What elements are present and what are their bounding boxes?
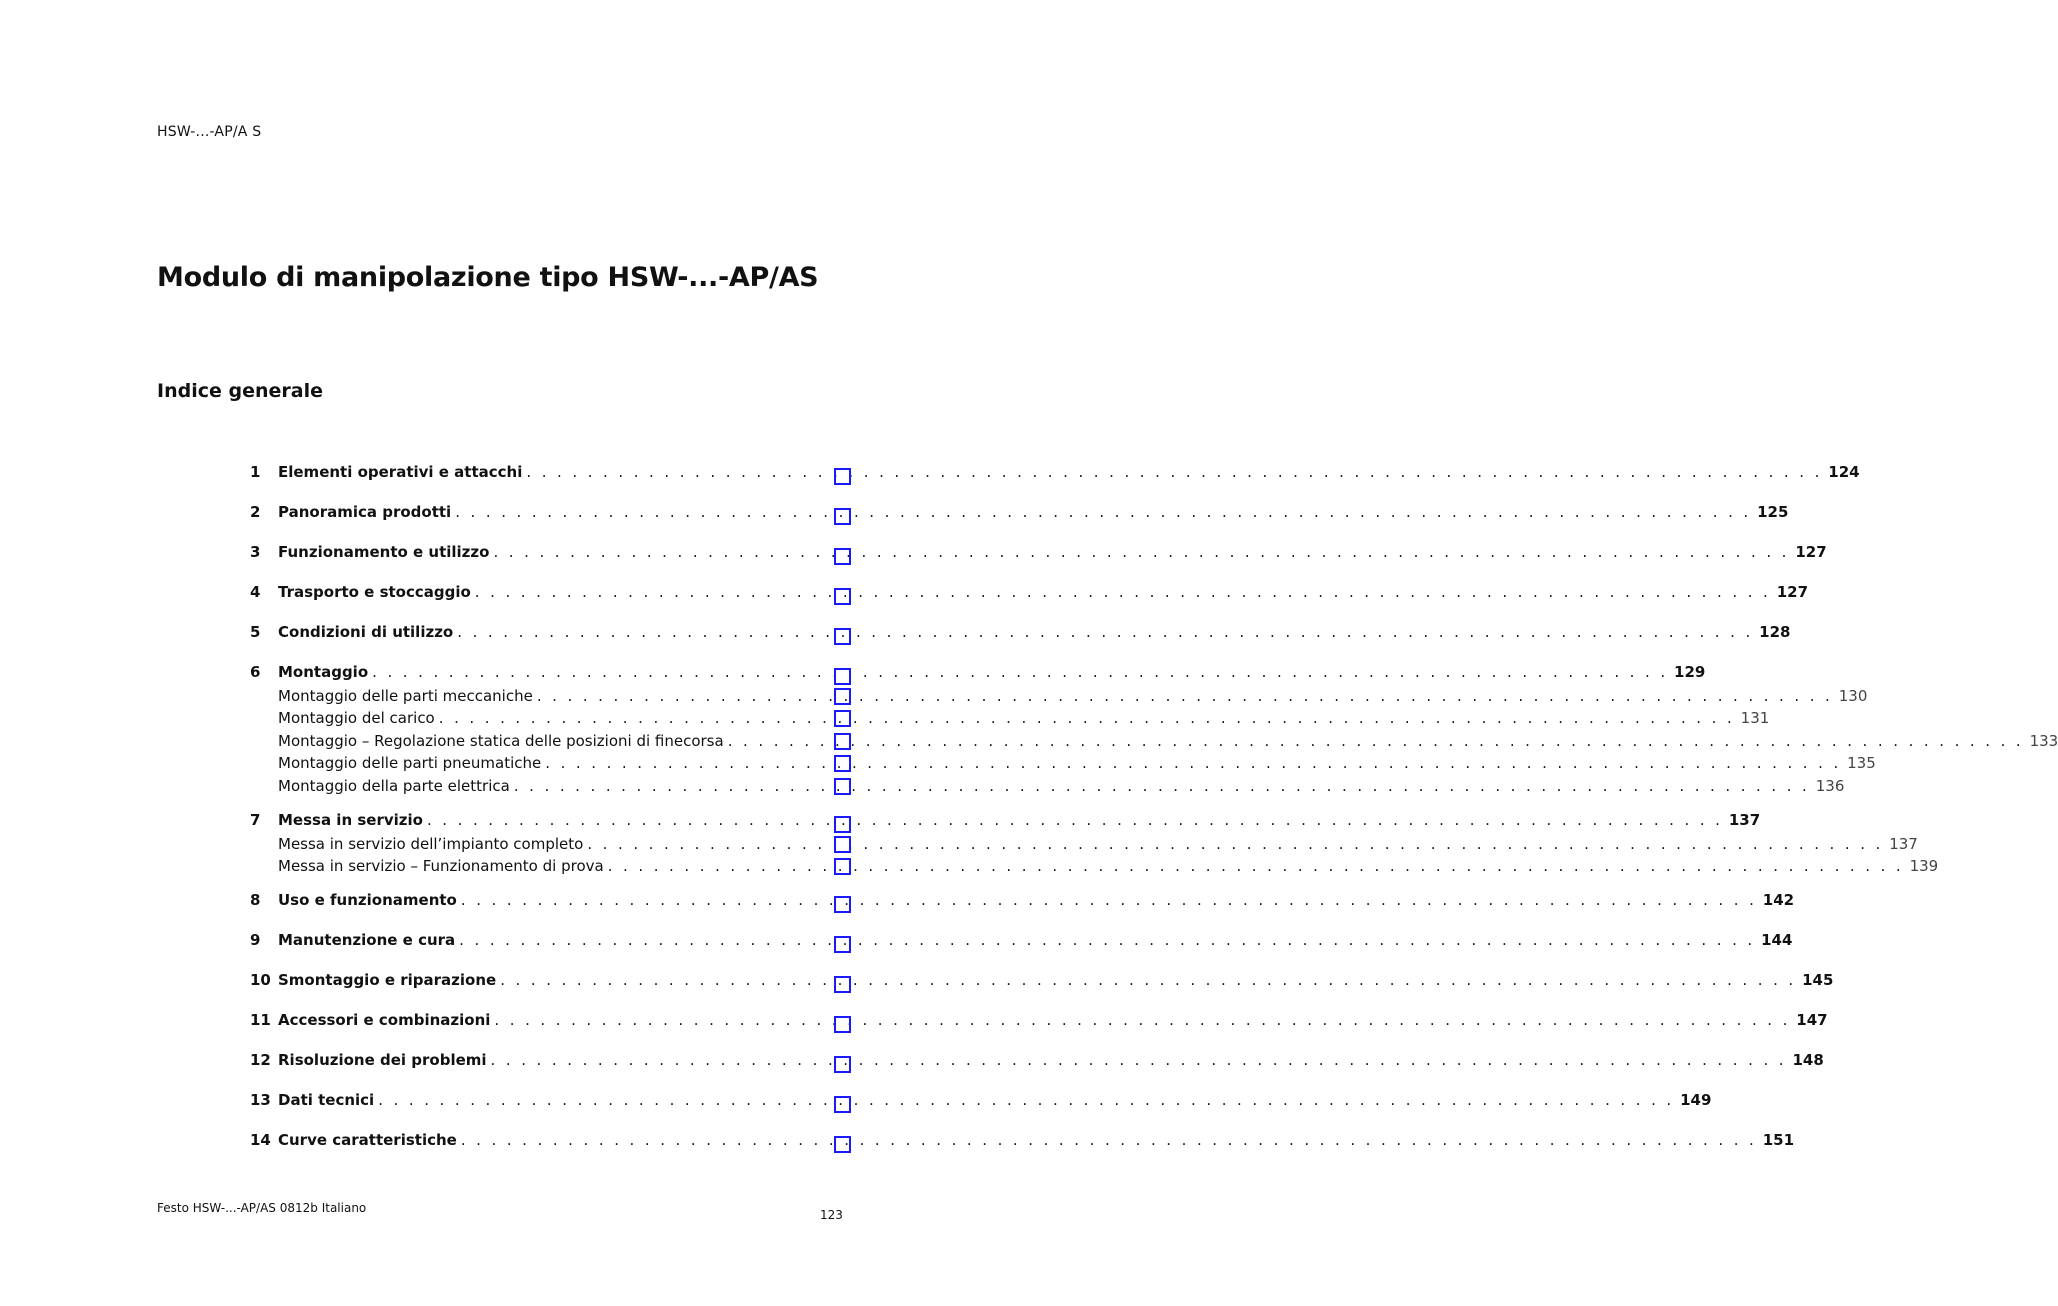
toc-entry[interactable] [250,462,1860,482]
link-box-icon[interactable] [834,1016,851,1033]
toc-entry-page: 148 [1792,1051,1824,1070]
toc-entry[interactable] [250,542,1827,562]
toc-entry-number: 4 [250,583,261,601]
toc-subentry-label: Montaggio – Regolazione statica delle posizioni di finecorsa [278,731,724,750]
toc-leader-dots: . . . . . . . . . . . . . . . . . . . . . . . . . . . . . . . . . . . . . . . . . . . . . . . . . . . . . . . . . . . . . . . . . . . . . . . . . . . . . . . . . . . . . [457,623,1754,641]
link-box-icon[interactable] [834,858,851,875]
toc-entry[interactable] [250,1010,1828,1030]
link-box-icon[interactable] [834,628,851,645]
footer-document-info: Festo HSW-...-AP/AS 0812b Italiano [157,1201,367,1215]
toc-leader-dots: . . . . . . . . . . . . . . . . . . . . . . . . . . . . . . . . . . . . . . . . . . . . . . . . . . . . . . . . . . . . . . . . . . . . . . . . . . . . . . . . . . . . . [378,1091,1675,1110]
toc-subentry[interactable] [250,752,1876,775]
toc-subentry-label: Messa in servizio – Funzionamento di prova [278,857,604,876]
link-box-icon[interactable] [834,936,851,953]
toc-entry-number: 10 [250,971,271,990]
toc-leader-dots: . . . . . . . . . . . . . . . . . . . . . . . . . . . . . . . . . . . . . . . . . . . . . . . . . . . . . . . . . . . . . . . . . . . . . . . . . . . . . . . . . . . . . [490,1051,1787,1070]
link-box-icon[interactable] [834,816,851,833]
toc-subentry-label: Messa in servizio dell’impianto completo [278,834,584,853]
link-box-icon[interactable] [834,1096,851,1113]
toc-entry-page: 125 [1757,503,1789,521]
toc-leader-dots: . . . . . . . . . . . . . . . . . . . . . . . . . . . . . . . . . . . . . . . . . . . . . . . . . . . . . . . . . . . . . . . . . . . . . . . . . . . . . . . . . . . . . [459,931,1756,950]
link-box-icon[interactable] [834,588,851,605]
toc-entry[interactable] [250,582,1809,602]
toc-subentry-page: 135 [1847,754,1876,773]
toc-leader-dots: . . . . . . . . . . . . . . . . . . . . . . . . . . . . . . . . . . . . . . . . . . . . . . . . . . . . . . . . . . . . . . . . . . . . . . . . . . . . . . . . . . . . . [372,663,1669,681]
toc-subentry-label: Montaggio del carico [278,709,435,728]
toc-entry[interactable] [250,622,1791,642]
toc-leader-dots: . . . . . . . . . . . . . . . . . . . . . . . . . . . . . . . . . . . . . . . . . . . . . . . . . . . . . . . . . . . . . . . . . . . . . . . . . . . . . . . . . . . . . [526,463,1823,481]
link-box-icon[interactable] [834,548,851,565]
toc-subentry-page: 139 [1909,857,1939,876]
toc-subentry-page: 136 [1815,777,1845,795]
toc-entry-label: Funzionamento e utilizzo [278,543,490,561]
link-box-icon[interactable] [834,778,851,795]
toc-leader-dots: . . . . . . . . . . . . . . . . . . . . . . . . . . . . . . . . . . . . . . . . . . . . . . . . . . . . . . . . . . . . . . . . . . . . . . . . . . . . . . . . . . . . . [455,503,1752,521]
toc-subentry-label: Montaggio delle parti pneumatiche [278,754,542,773]
toc-leader-dots: . . . . . . . . . . . . . . . . . . . . . . . . . . . . . . . . . . . . . . . . . . . . . . . . . . . . . . . . . . . . . . . . . . . . . . . . . . . . . . . . . . . . . [727,731,2024,750]
toc-entry-number: 12 [250,1051,271,1070]
toc-subentry-page: 133 [2029,731,2058,750]
toc-entry-page: 124 [1828,463,1860,481]
link-box-icon[interactable] [834,668,851,685]
toc-entry-page: 145 [1802,971,1834,990]
toc-heading: Indice generale [157,380,323,402]
link-box-icon[interactable] [834,896,851,913]
link-box-icon[interactable] [834,508,851,525]
toc-entry-page: 129 [1674,663,1706,681]
toc-subentry-page: 137 [1889,834,1918,853]
toc-entry[interactable] [250,930,1793,950]
toc-entry-page: 137 [1728,811,1761,829]
toc-entry[interactable] [250,502,1789,522]
toc-entry-number: 7 [250,811,261,829]
toc-entry-page: 127 [1795,543,1827,561]
toc-leader-dots: . . . . . . . . . . . . . . . . . . . . . . . . . . . . . . . . . . . . . . . . . . . . . . . . . . . . . . . . . . . . . . . . . . . . . . . . . . . . . . . . . . . . . [493,543,1790,561]
toc-entry-page: 147 [1796,1011,1828,1030]
toc-leader-dots: . . . . . . . . . . . . . . . . . . . . . . . . . . . . . . . . . . . . . . . . . . . . . . . . . . . . . . . . . . . . . . . . . . . . . . . . . . . . . . . . . . . . . [460,891,1757,910]
toc-entry-label: Smontaggio e riparazione [278,971,497,990]
toc-subentry[interactable] [250,730,2058,753]
toc-entry-number: 11 [250,1011,271,1030]
link-box-icon[interactable] [834,710,851,727]
toc-entry[interactable] [250,662,1706,682]
toc-entry[interactable] [250,1090,1712,1110]
toc-entry-label: Uso e funzionamento [278,891,457,910]
toc-leader-dots: . . . . . . . . . . . . . . . . . . . . . . . . . . . . . . . . . . . . . . . . . . . . . . . . . . . . . . . . . . . . . . . . . . . . . . . . . . . . . . . . . . . . . [438,709,1735,728]
toc-entry-page: 151 [1762,1131,1795,1150]
toc-subentry-label: Montaggio della parte elettrica [278,777,510,795]
link-box-icon[interactable] [834,1136,851,1153]
toc-leader-dots: . . . . . . . . . . . . . . . . . . . . . . . . . . . . . . . . . . . . . . . . . . . . . . . . . . . . . . . . . . . . . . . . . . . . . . . . . . . . . . . . . . . . . [587,834,1884,853]
toc-subentry-page: 130 [1838,686,1868,705]
toc-entry-label: Curve caratteristiche [278,1131,457,1150]
toc-entry-label: Panoramica prodotti [278,503,452,521]
toc-entry-number: 14 [250,1131,271,1150]
link-box-icon[interactable] [834,755,851,772]
toc-entry-number: 9 [250,931,261,950]
toc-entry[interactable] [250,1050,1824,1070]
link-box-icon[interactable] [834,688,851,705]
toc-entry-label: Condizioni di utilizzo [278,623,454,641]
toc-subentry[interactable] [250,685,1868,708]
toc-subentry[interactable] [250,775,1845,798]
link-box-icon[interactable] [834,733,851,750]
toc-entry[interactable] [250,810,1761,830]
toc-entry-label: Montaggio [278,663,369,681]
link-box-icon[interactable] [834,468,851,485]
toc-leader-dots: . . . . . . . . . . . . . . . . . . . . . . . . . . . . . . . . . . . . . . . . . . . . . . . . . . . . . . . . . . . . . . . . . . . . . . . . . . . . . . . . . . . . . [460,1131,1757,1150]
document-title: Modulo di manipolazione tipo HSW-...-AP/AS [157,262,819,293]
footer-page-number: 123 [820,1208,843,1222]
toc-leader-dots: . . . . . . . . . . . . . . . . . . . . . . . . . . . . . . . . . . . . . . . . . . . . . . . . . . . . . . . . . . . . . . . . . . . . . . . . . . . . . . . . . . . . . [474,583,1771,601]
toc-entry-page: 149 [1680,1091,1712,1110]
toc-entry-label: Risoluzione dei problemi [278,1051,487,1070]
toc-entry-page: 128 [1759,623,1791,641]
toc-leader-dots: . . . . . . . . . . . . . . . . . . . . . . . . . . . . . . . . . . . . . . . . . . . . . . . . . . . . . . . . . . . . . . . . . . . . . . . . . . . . . . . . . . . . . [545,754,1842,773]
toc-entry-label: Dati tecnici [278,1091,375,1110]
toc-subentry-page: 131 [1740,709,1770,728]
toc-entry-number: 2 [250,503,261,521]
toc-entry-label: Elementi operativi e attacchi [278,463,523,481]
toc-entry-number: 5 [250,623,261,641]
toc-leader-dots: . . . . . . . . . . . . . . . . . . . . . . . . . . . . . . . . . . . . . . . . . . . . . . . . . . . . . . . . . . . . . . . . . . . . . . . . . . . . . . . . . . . . . [536,686,1833,705]
toc-entry-page: 127 [1776,583,1809,601]
toc-leader-dots: . . . . . . . . . . . . . . . . . . . . . . . . . . . . . . . . . . . . . . . . . . . . . . . . . . . . . . . . . . . . . . . . . . . . . . . . . . . . . . . . . . . . . [500,971,1797,990]
toc-entry[interactable] [250,890,1795,910]
toc-subentry[interactable] [250,833,1918,856]
toc-entry-label: Accessori e combinazioni [278,1011,491,1030]
toc-entry-label: Manutenzione e cura [278,931,456,950]
toc-leader-dots: . . . . . . . . . . . . . . . . . . . . . . . . . . . . . . . . . . . . . . . . . . . . . . . . . . . . . . . . . . . . . . . . . . . . . . . . . . . . . . . . . . . . . [494,1011,1791,1030]
toc-entry-label: Messa in servizio [278,811,423,829]
toc-subentry[interactable] [250,855,1939,878]
link-box-icon[interactable] [834,836,851,853]
toc-leader-dots: . . . . . . . . . . . . . . . . . . . . . . . . . . . . . . . . . . . . . . . . . . . . . . . . . . . . . . . . . . . . . . . . . . . . . . . . . . . . . . . . . . . . . [513,777,1810,795]
toc-entry-page: 144 [1761,931,1793,950]
header-document-code: HSW-...-AP/A S [157,124,262,140]
toc-entry-number: 8 [250,891,261,910]
toc-entry-number: 1 [250,463,261,481]
toc-subentry-label: Montaggio delle parti meccaniche [278,686,533,705]
toc-entry[interactable] [250,1130,1795,1150]
link-box-icon[interactable] [834,976,851,993]
toc-entry-number: 3 [250,543,261,561]
toc-leader-dots: . . . . . . . . . . . . . . . . . . . . . . . . . . . . . . . . . . . . . . . . . . . . . . . . . . . . . . . . . . . . . . . . . . . . . . . . . . . . . . . . . . . . . [607,857,1904,876]
toc-entry[interactable] [250,970,1834,990]
toc-entry-label: Trasporto e stoccaggio [278,583,471,601]
toc-entry-page: 142 [1762,891,1795,910]
toc-entry-number: 13 [250,1091,271,1110]
toc-leader-dots: . . . . . . . . . . . . . . . . . . . . . . . . . . . . . . . . . . . . . . . . . . . . . . . . . . . . . . . . . . . . . . . . . . . . . . . . . . . . . . . . . . . . . [426,811,1723,829]
link-box-icon[interactable] [834,1056,851,1073]
toc-subentry[interactable] [250,707,1770,730]
toc-entry-number: 6 [250,663,261,681]
